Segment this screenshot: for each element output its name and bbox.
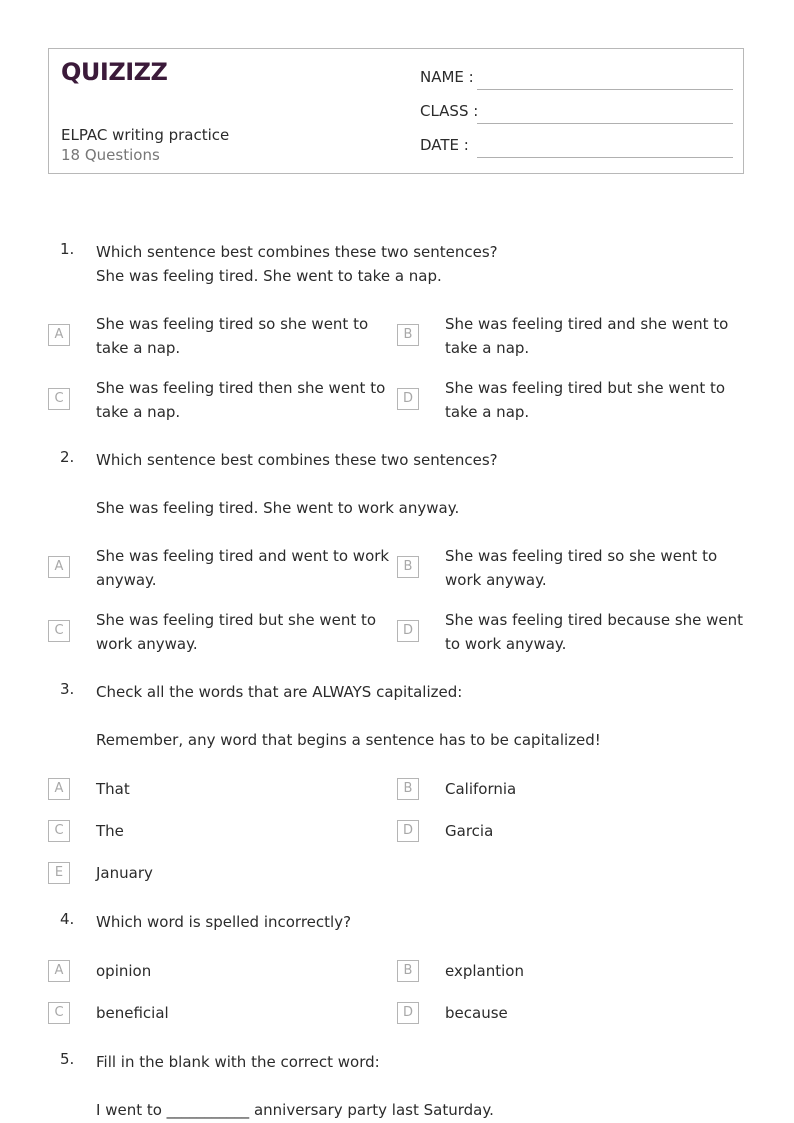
worksheet-header — [48, 48, 744, 174]
question-text: She was feeling tired. She went to take a nap. — [96, 267, 442, 285]
option-box[interactable]: A — [48, 556, 70, 578]
option-box[interactable]: C — [48, 1002, 70, 1024]
option-box[interactable]: E — [48, 862, 70, 884]
date-line[interactable] — [477, 157, 733, 158]
option-text: She was feeling tired but she went to work anyway. — [96, 611, 377, 653]
option-text: She was feeling tired but she went to take a nap. — [445, 379, 726, 421]
option-box[interactable]: B — [397, 556, 419, 578]
date-label: DATE : — [420, 136, 469, 154]
option-text: She was feeling tired then she went to take a nap. — [96, 379, 386, 421]
question-text: She was feeling tired. She went to work anyway. — [96, 499, 460, 517]
question-number: 2. — [60, 448, 75, 466]
option-text: She was feeling tired so she went to take a nap. — [96, 315, 369, 357]
question-number: 4. — [60, 910, 75, 928]
worksheet-title: ELPAC writing practice — [61, 126, 230, 144]
option-box[interactable]: A — [48, 324, 70, 346]
option-box[interactable]: C — [48, 388, 70, 410]
class-label: CLASS : — [420, 102, 479, 120]
option-text: January — [96, 864, 153, 882]
name-line[interactable] — [477, 89, 733, 90]
question-number: 3. — [60, 680, 75, 698]
option-box[interactable]: D — [397, 820, 419, 842]
option-box[interactable]: D — [397, 1002, 419, 1024]
option-box[interactable]: B — [397, 778, 419, 800]
option-box[interactable]: B — [397, 324, 419, 346]
option-box[interactable]: C — [48, 620, 70, 642]
question-text: Which sentence best combines these two sentences? — [96, 243, 498, 261]
name-label: NAME : — [420, 68, 474, 86]
option-box[interactable]: D — [397, 620, 419, 642]
option-text: Garcia — [445, 822, 494, 840]
question-text: I went to ___________ anniversary party last Saturday. — [96, 1101, 494, 1119]
option-text: beneficial — [96, 1004, 169, 1022]
question-text: Check all the words that are ALWAYS capitalized: — [96, 683, 463, 701]
option-box[interactable]: B — [397, 960, 419, 982]
question-number: 1. — [60, 240, 75, 258]
option-text: That — [96, 780, 130, 798]
question-number: 5. — [60, 1050, 75, 1068]
option-text: California — [445, 780, 517, 798]
option-box[interactable]: A — [48, 960, 70, 982]
option-text: The — [96, 822, 124, 840]
question-text: Fill in the blank with the correct word: — [96, 1053, 380, 1071]
option-text: opinion — [96, 962, 152, 980]
option-text: because — [445, 1004, 508, 1022]
quizizz-logo: QUIZIZZ — [61, 58, 168, 86]
option-text: She was feeling tired and she went to take a nap. — [445, 315, 729, 357]
question-text: Which sentence best combines these two sentences? — [96, 451, 498, 469]
class-line[interactable] — [477, 123, 733, 124]
question-count: 18 Questions — [61, 146, 160, 164]
option-box[interactable]: A — [48, 778, 70, 800]
option-text: She was feeling tired because she went to work anyway. — [445, 611, 744, 653]
option-box[interactable]: D — [397, 388, 419, 410]
question-text: Remember, any word that begins a sentence has to be capitalized! — [96, 731, 601, 749]
option-box[interactable]: C — [48, 820, 70, 842]
option-text: She was feeling tired and went to work anyway. — [96, 547, 390, 589]
option-text: She was feeling tired so she went to work anyway. — [445, 547, 718, 589]
question-text: Which word is spelled incorrectly? — [96, 913, 352, 931]
option-text: explantion — [445, 962, 524, 980]
